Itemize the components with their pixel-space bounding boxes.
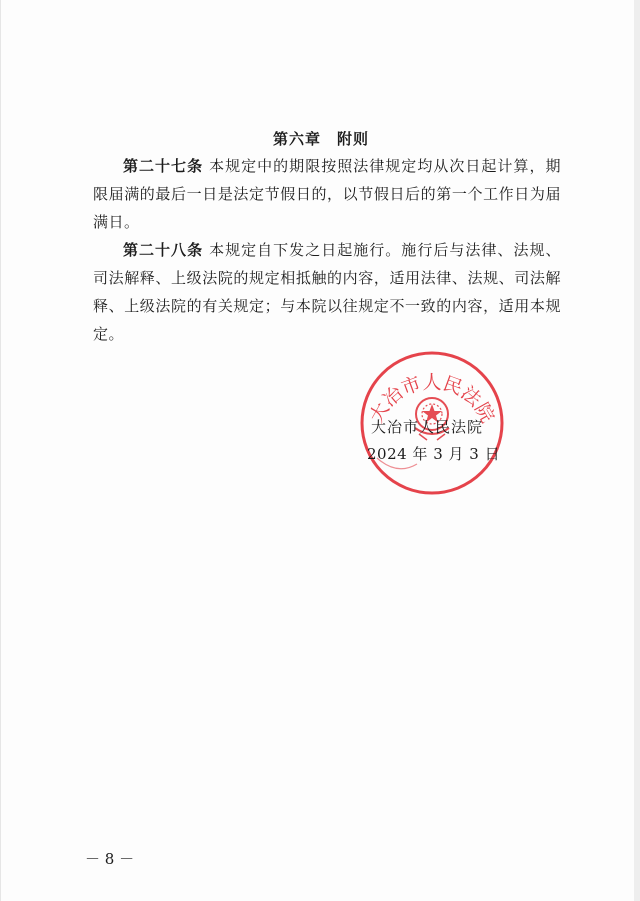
article-28 [93, 236, 561, 348]
article-28-label: 第二十八条 [123, 241, 204, 259]
article-27 [93, 152, 561, 236]
chapter-title: 第六章 附则 [272, 130, 369, 148]
seal-text: 大冶市人民法院 [365, 371, 499, 427]
signing-date: 2024 年 3 月 3 日 [367, 445, 501, 463]
article-28-text: 本规定自下发之日起施行。施行后与法律、法规、司法解释、上级法院的规定相抵触的内容，适用法律、法规、司法解释、上级法院的有关规定；与本院以往规定不一致的内容，适用本规定。 [93, 241, 561, 343]
article-27-text: 本规定中的期限按照法律规定均从次日起计算，期限届满的最后一日是法定节假日的，以节假日后的第一个工作日为届满日。 [93, 157, 561, 231]
court-name: 大冶市人民法院 [371, 418, 484, 436]
article-27-label: 第二十七条 [123, 157, 204, 175]
page-number: － 8 － [85, 850, 135, 868]
